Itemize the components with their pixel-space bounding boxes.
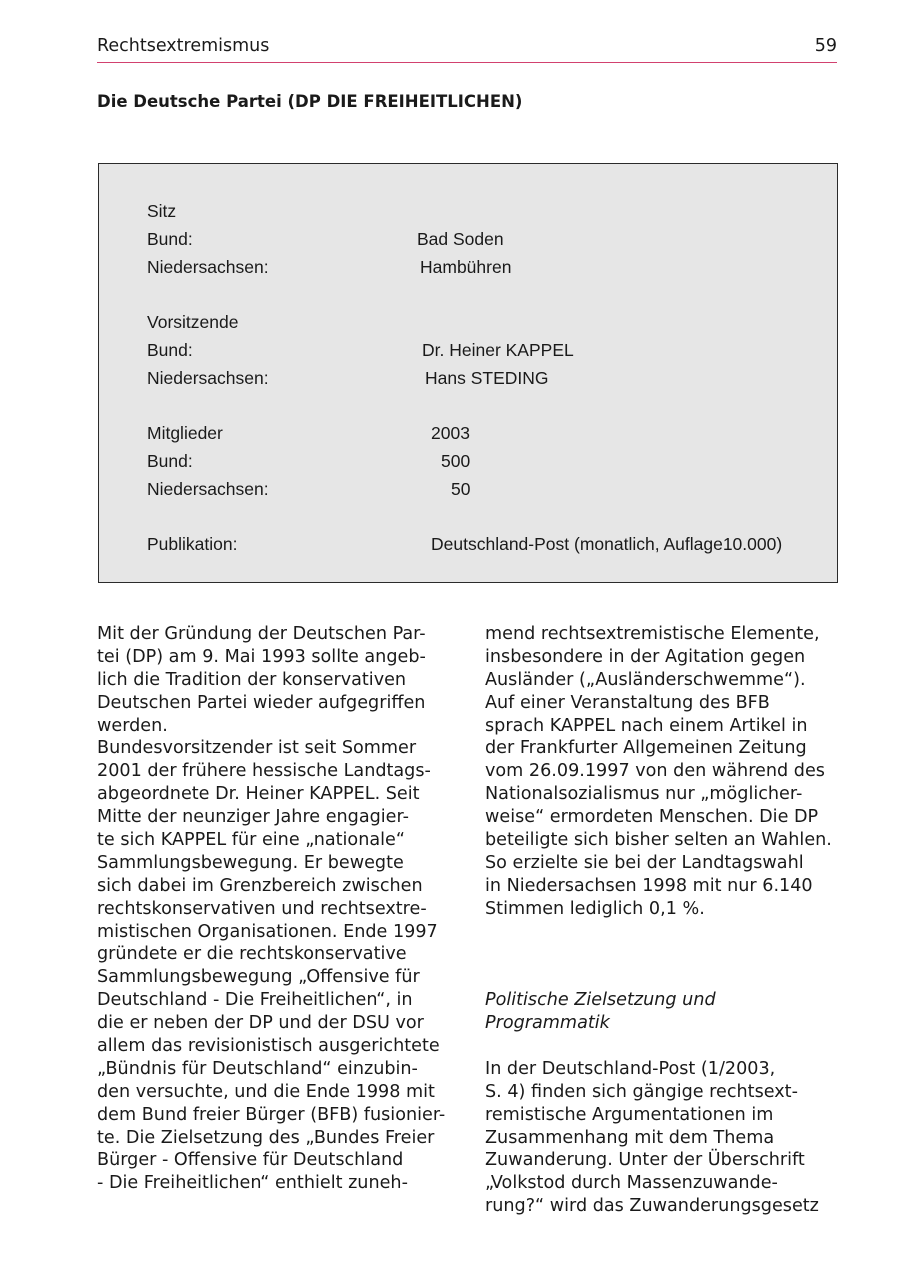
text-line: vom 26.09.1997 von den während des (485, 761, 825, 782)
vorsitzende-nds-value: Hans STEDING (425, 368, 549, 388)
publikation-value: Deutschland-Post (monatlich, Auflage10.000) (431, 534, 783, 554)
body-column-right (485, 623, 845, 1218)
text-line: werden. (97, 715, 168, 736)
text-line: 2001 der frühere hessische Landtags- (97, 761, 431, 782)
paragraph-spacer (485, 1035, 845, 1058)
vorsitzende-heading: Vorsitzende (147, 312, 239, 332)
text-line: Zusammenhang mit dem Thema (485, 1127, 775, 1148)
sitz-bund-label: Bund: (147, 229, 193, 249)
mitglieder-nds-value: 50 (451, 479, 471, 499)
page-title: Die Deutsche Partei (DP DIE FREIHEITLICHEN) (97, 92, 523, 111)
text-line: der Frankfurter Allgemeinen Zeitung (485, 738, 807, 759)
text-line: te. Die Zielsetzung des „Bundes Freier (97, 1127, 435, 1148)
text-line: S. 4) finden sich gängige rechtsext- (485, 1081, 798, 1102)
text-line: rung?“ wird das Zuwanderungsgesetz (485, 1196, 819, 1217)
running-header-section: Rechtsextremismus (97, 36, 270, 56)
text-line: te sich KAPPEL für eine „nationale“ (97, 830, 405, 851)
text-line: tei (DP) am 9. Mai 1993 sollte angeb- (97, 646, 426, 667)
text-line: Deutschen Partei wieder aufgegriffen (97, 692, 426, 713)
running-header (97, 36, 837, 63)
text-line: Auf einer Veranstaltung des BFB (485, 692, 770, 713)
text-line: Bundesvorsitzender ist seit Sommer (97, 738, 417, 759)
text-line: Nationalsozialismus nur „möglicher- (485, 784, 803, 805)
text-line: „Volkstod durch Massenzuwande- (485, 1173, 778, 1194)
text-line: Deutschland - Die Freiheitlichen“, in (97, 990, 413, 1011)
text-line: insbesondere in der Agitation gegen (485, 646, 806, 667)
mitglieder-bund-label: Bund: (147, 451, 193, 471)
text-line: remistische Argumentationen im (485, 1104, 774, 1125)
text-line: dem Bund freier Bürger (BFB) fusionier- (97, 1104, 446, 1125)
publikation-label: Publikation: (147, 534, 238, 554)
text-line: sprach KAPPEL nach einem Artikel in (485, 715, 808, 736)
mitglieder-year: 2003 (431, 423, 470, 443)
text-line: Mitte der neunziger Jahre engagier- (97, 807, 409, 828)
paragraph-spacer (485, 943, 845, 966)
paragraph-spacer (485, 921, 845, 944)
section-subheading: Programmatik (485, 1013, 610, 1034)
text-line: Sammlungsbewegung „Offensive für (97, 967, 420, 988)
mitglieder-bund-value: 500 (441, 451, 471, 471)
text-line: - Die Freiheitlichen“ enthielt zuneh- (97, 1173, 408, 1194)
text-line: Mit der Gründung der Deutschen Par- (97, 624, 426, 644)
text-line: rechtskonservativen und rechtsextre- (97, 898, 427, 919)
text-line: Ausländer („Ausländerschwemme“). (485, 669, 806, 690)
section-subheading: Politische Zielsetzung und (485, 990, 716, 1011)
body-column-left (97, 623, 457, 1195)
text-line: Zuwanderung. Unter der Überschrift (485, 1150, 805, 1171)
sitz-heading: Sitz (147, 201, 177, 221)
text-line: sich dabei im Grenzbereich zwischen (97, 875, 423, 896)
text-line: abgeordnete Dr. Heiner KAPPEL. Seit (97, 784, 420, 805)
text-line: Stimmen lediglich 0,1 %. (485, 898, 705, 919)
text-line: lich die Tradition der konservativen (97, 669, 407, 690)
paragraph-spacer (485, 966, 845, 989)
text-line: gründete er die rechtskonservative (97, 944, 407, 965)
mitglieder-heading: Mitglieder (147, 423, 223, 443)
text-line: weise“ ermordeten Menschen. Die DP (485, 807, 819, 828)
text-line: mend rechtsextremistische Elemente, (485, 624, 820, 644)
vorsitzende-bund-value: Dr. Heiner KAPPEL (422, 340, 574, 360)
mitglieder-nds-label: Niedersachsen: (147, 479, 269, 499)
page-number: 59 (814, 36, 837, 56)
text-line: den versuchte, und die Ende 1998 mit (97, 1081, 435, 1102)
vorsitzende-nds-label: Niedersachsen: (147, 368, 269, 388)
text-line: Bürger - Offensive für Deutschland (97, 1150, 404, 1171)
text-line: mistischen Organisationen. Ende 1997 (97, 921, 438, 942)
vorsitzende-bund-label: Bund: (147, 340, 193, 360)
text-line: Sammlungsbewegung. Er bewegte (97, 852, 404, 873)
text-line: „Bündnis für Deutschland“ einzubin- (97, 1058, 418, 1079)
text-line: allem das revisionistisch ausgerichtete (97, 1036, 440, 1057)
sitz-bund-value: Bad Soden (417, 229, 504, 249)
text-line: In der Deutschland-Post (1/2003, (485, 1058, 776, 1079)
text-line: beteiligte sich bisher selten an Wahlen. (485, 830, 832, 851)
text-line: in Niedersachsen 1998 mit nur 6.140 (485, 875, 813, 896)
text-line: die er neben der DP und der DSU vor (97, 1013, 424, 1034)
sitz-nds-label: Niedersachsen: (147, 257, 269, 277)
sitz-nds-value: Hambühren (420, 257, 512, 277)
party-info-box (98, 163, 838, 583)
text-line: So erzielte sie bei der Landtagswahl (485, 852, 804, 873)
